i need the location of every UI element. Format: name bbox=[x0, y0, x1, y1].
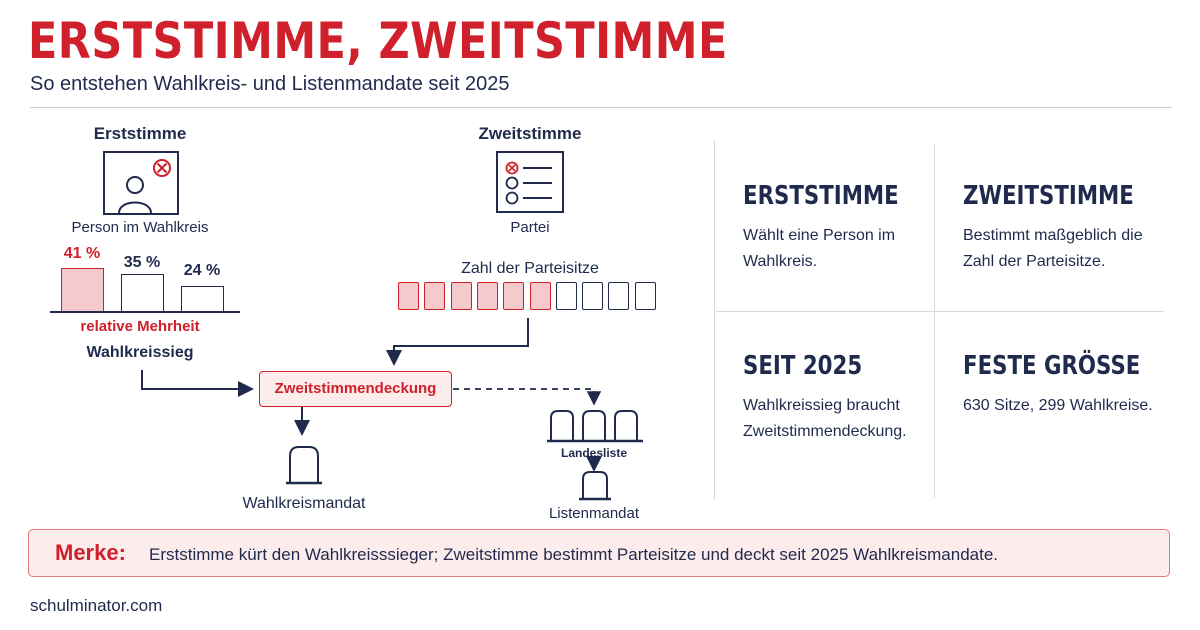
state-list-seats-icon bbox=[545, 408, 645, 444]
arrow-seats-to-check bbox=[394, 318, 528, 362]
arrow-win-to-check bbox=[142, 370, 250, 389]
card-text: 630 Sitze, 299 Wahlkreise. bbox=[963, 397, 1153, 414]
cards-row-divider bbox=[716, 311, 1164, 312]
erststimme-caption: Person im Wahlkreis bbox=[71, 219, 209, 236]
result-label-3: 24 % bbox=[183, 262, 221, 279]
seat-icon bbox=[284, 444, 324, 488]
card-title: FESTE GRÖSSE bbox=[963, 351, 1141, 381]
erststimme-heading: Erststimme bbox=[93, 124, 187, 143]
majority-label: relative Mehrheit bbox=[80, 318, 200, 335]
card-seit-2025 bbox=[743, 351, 933, 445]
card-title: ERSTSTIMME bbox=[743, 181, 899, 211]
list-seat-icon bbox=[578, 470, 612, 502]
card-title: ZWEITSTIMME bbox=[963, 181, 1134, 211]
page-subtitle: So entstehen Wahlkreis- und Listenmandate seit 2025 bbox=[30, 73, 510, 95]
card-title: SEIT 2025 bbox=[743, 351, 863, 381]
arrow-check-to-list bbox=[453, 389, 594, 402]
card-text: Wahlkreissieg braucht Zweitstimmendeckung. bbox=[743, 397, 907, 440]
page-title: ERSTSTIMME, ZWEITSTIMME bbox=[28, 12, 728, 70]
zweitstimme-heading: Zweitstimme bbox=[478, 124, 582, 143]
result-label-2: 35 % bbox=[123, 254, 161, 271]
list-mandate-label: Listenmandat bbox=[548, 505, 640, 522]
win-label: Wahlkreissieg bbox=[86, 344, 194, 361]
result-label-1: 41 % bbox=[63, 245, 101, 262]
footer-brand: schulminator.com bbox=[30, 596, 163, 615]
cards-left-divider bbox=[714, 140, 715, 500]
cards-middle-divider bbox=[934, 144, 935, 498]
note-key: Merke: bbox=[55, 540, 126, 565]
card-text: Wählt eine Person im Wahlkreis. bbox=[743, 227, 896, 270]
district-mandate-label: Wahlkreismandat bbox=[242, 495, 366, 512]
zweitstimme-caption: Partei bbox=[510, 219, 550, 236]
check-box: Zweitstimmendeckung bbox=[259, 371, 452, 407]
card-erststimme bbox=[743, 181, 933, 275]
state-list-label: Landesliste bbox=[560, 446, 628, 460]
card-feste-groesse bbox=[963, 351, 1179, 419]
note-box bbox=[28, 529, 1170, 577]
seats-label: Zahl der Parteisitze bbox=[461, 260, 599, 277]
card-text: Bestimmt maßgeblich die Zahl der Parteisitze. bbox=[963, 227, 1143, 270]
card-zweitstimme bbox=[963, 181, 1171, 275]
note-text: Erststimme kürt den Wahlkreisssieger; Zweitstimme bestimmt Parteisitze und deckt seit 2025 Wahlkreismandate. bbox=[149, 545, 999, 564]
